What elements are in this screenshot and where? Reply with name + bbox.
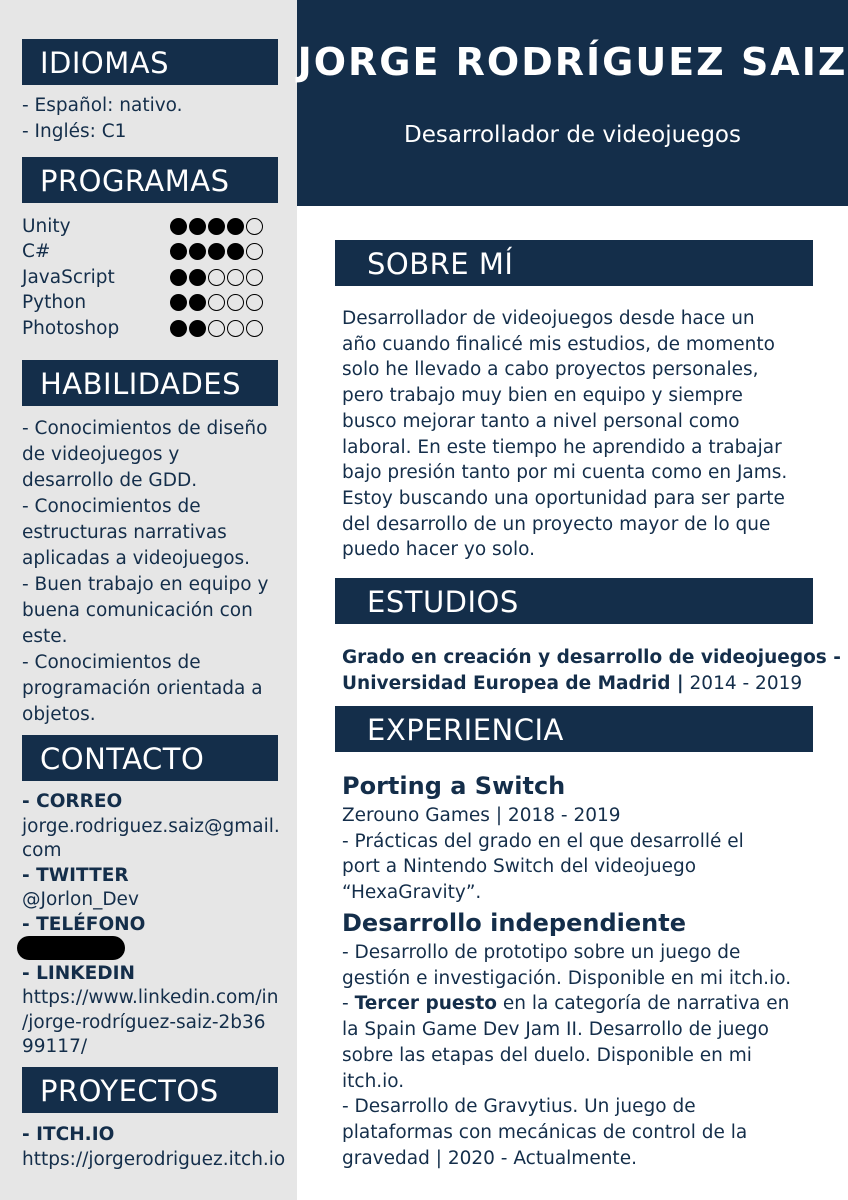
- text-line: aplicadas a videojuegos.: [22, 548, 251, 569]
- section-title-contacto: CONTACTO: [22, 735, 278, 781]
- rating-dot-filled: [170, 218, 187, 235]
- job-company: Zerouno Games | 2018 - 2019: [342, 805, 621, 826]
- text-line: bajo presión tanto por mi cuenta como en Jams.: [342, 462, 788, 484]
- itch-label: - ITCH.IO: [22, 1124, 115, 1145]
- correo-label: - CORREO: [22, 791, 123, 812]
- rating-dot-filled: [227, 218, 244, 235]
- text-line: pero trabajo muy bien en equipo y siempre: [342, 385, 743, 407]
- program-name: Photoshop: [22, 318, 120, 339]
- text-line: la Spain Game Dev Jam II. Desarrollo de juego: [342, 1019, 769, 1041]
- text-fragment: en la categoría de narrativa en: [497, 993, 790, 1015]
- text-line: del desarrollo de un proyecto mayor de lo que: [342, 513, 771, 535]
- text-line: plataformas con mecánicas de control de la: [342, 1121, 748, 1143]
- text-line: desarrollo de GDD.: [22, 470, 198, 491]
- program-row: [22, 214, 282, 239]
- skill-rating: [170, 218, 265, 236]
- program-row: [22, 239, 282, 264]
- job1-details: [342, 803, 822, 906]
- job-title: Desarrollo independiente: [342, 909, 686, 937]
- rating-dot-filled: [170, 320, 187, 337]
- proyectos-block: [22, 1122, 284, 1172]
- rating-dot-empty: [208, 320, 225, 337]
- rating-dot-filled: [227, 243, 244, 260]
- skill-rating: [170, 243, 265, 261]
- text-fragment: -: [342, 993, 355, 1015]
- text-line: - Desarrollo de prototipo sobre un juego de: [342, 942, 741, 963]
- list-item: - Inglés: C1: [22, 121, 127, 142]
- rating-dot-filled: [208, 218, 225, 235]
- full-name: JORGE RODRÍGUEZ SAIZ: [297, 40, 848, 84]
- text-line: programación orientada a: [22, 678, 263, 699]
- twitter-label: - TWITTER: [22, 864, 129, 886]
- program-row: [22, 265, 282, 290]
- text-line: puedo hacer yo solo.: [342, 539, 536, 561]
- text-line: - Conocimientos de diseño: [22, 418, 268, 439]
- text-line: [342, 991, 822, 1017]
- rating-dot-empty: [246, 320, 263, 337]
- redacted-phone: [17, 936, 125, 960]
- text-line: - Prácticas del grado en el que desarrollé el: [342, 830, 744, 852]
- list-item: - Español: nativo.: [22, 95, 183, 116]
- contacto-block: [22, 790, 284, 1060]
- estudios-text: [342, 645, 841, 696]
- award-highlight: Tercer puesto: [354, 993, 497, 1015]
- rating-dot-filled: [170, 243, 187, 260]
- section-title-programas: PROGRAMAS: [22, 157, 278, 203]
- rating-dot-filled: [170, 294, 187, 311]
- rating-dot-filled: [189, 320, 206, 337]
- program-name: Python: [22, 292, 87, 313]
- text-line: buena comunicación con: [22, 600, 253, 621]
- rating-dot-filled: [189, 218, 206, 235]
- email-link[interactable]: com: [22, 840, 62, 861]
- rating-dot-empty: [208, 294, 225, 311]
- text-line: gestión e investigación. Disponible en mi itch.io.: [342, 967, 792, 989]
- program-name: Unity: [22, 216, 71, 237]
- program-name: C#: [22, 241, 51, 262]
- job-role: Desarrollador de videojuegos: [404, 122, 741, 148]
- section-title-idiomas: IDIOMAS: [22, 39, 278, 85]
- program-name: JavaScript: [22, 267, 115, 288]
- text-line: solo he llevado a cabo proyectos personales,: [342, 359, 759, 381]
- rating-dot-filled: [189, 269, 206, 286]
- text-line: sobre las etapas del duelo. Disponible en mi: [342, 1044, 752, 1066]
- university: Universidad Europea de Madrid |: [342, 672, 684, 694]
- text-line: este.: [22, 626, 68, 647]
- rating-dot-empty: [208, 269, 225, 286]
- text-line: objetos.: [22, 704, 96, 725]
- text-line: Desarrollador de videojuegos desde hace un: [342, 308, 755, 329]
- sobre-mi-text: [342, 306, 822, 563]
- text-line: - Buen trabajo en equipo y: [22, 574, 269, 595]
- habilidades-list: [22, 416, 284, 728]
- text-line: estructuras narrativas: [22, 522, 227, 543]
- text-line: Estoy buscando una oportunidad para ser parte: [342, 487, 785, 509]
- rating-dot-filled: [208, 243, 225, 260]
- text-line: itch.io.: [342, 1070, 405, 1092]
- email-link[interactable]: jorge.rodriguez.saiz@gmail.: [22, 815, 280, 837]
- job-title: Porting a Switch: [342, 772, 566, 800]
- text-line: de videojuegos y: [22, 444, 180, 465]
- section-title-experiencia: EXPERIENCIA: [335, 706, 813, 752]
- rating-dot-empty: [246, 269, 263, 286]
- text-line: gravedad | 2020 - Actualmente.: [342, 1147, 637, 1169]
- telefono-label: - TELÉFONO: [22, 913, 146, 935]
- text-line: port a Nintendo Switch del videojuego: [342, 856, 697, 878]
- rating-dot-filled: [189, 294, 206, 311]
- header-banner: [297, 0, 848, 206]
- linkedin-label: - LINKEDIN: [22, 962, 135, 984]
- twitter-handle[interactable]: @Jorlon_Dev: [22, 889, 139, 910]
- text-line: - Conocimientos de: [22, 496, 201, 517]
- rating-dot-empty: [227, 269, 244, 286]
- section-title-sobre-mi: SOBRE MÍ: [335, 240, 813, 286]
- section-title-estudios: ESTUDIOS: [335, 578, 813, 624]
- section-title-proyectos: PROYECTOS: [22, 1067, 278, 1113]
- text-line: año cuando finalicé mis estudios, de momento: [342, 333, 775, 355]
- rating-dot-filled: [170, 269, 187, 286]
- rating-dot-empty: [246, 218, 263, 235]
- skill-rating: [170, 294, 265, 312]
- linkedin-link[interactable]: 99117/: [22, 1036, 88, 1057]
- text-line: laboral. En este tiempo he aprendido a trabajar: [342, 436, 782, 458]
- idiomas-list: [22, 93, 284, 145]
- text-line: “HexaGravity”.: [342, 882, 482, 904]
- linkedin-link[interactable]: /jorge-rodríguez-saiz-2b36: [22, 1011, 266, 1033]
- rating-dot-filled: [189, 243, 206, 260]
- rating-dot-empty: [246, 243, 263, 260]
- text-line: busco mejorar tanto a nivel personal como: [342, 410, 740, 432]
- program-row: [22, 290, 282, 315]
- rating-dot-empty: [227, 320, 244, 337]
- text-line: - Desarrollo de Gravytius. Un juego de: [342, 1096, 696, 1118]
- job2-details: [342, 940, 822, 1171]
- section-title-habilidades: HABILIDADES: [22, 360, 278, 406]
- skill-rating: [170, 269, 265, 287]
- program-row: [22, 316, 282, 341]
- degree-title: Grado en creación y desarrollo de videojuegos -: [342, 647, 841, 668]
- study-years: 2014 - 2019: [683, 672, 803, 694]
- text-line: - Conocimientos de: [22, 652, 201, 673]
- linkedin-link[interactable]: https://www.linkedin.com/in: [22, 987, 279, 1008]
- itch-link[interactable]: https://jorgerodriguez.itch.io: [22, 1149, 286, 1170]
- rating-dot-empty: [227, 294, 244, 311]
- rating-dot-empty: [246, 294, 263, 311]
- skill-rating: [170, 320, 265, 338]
